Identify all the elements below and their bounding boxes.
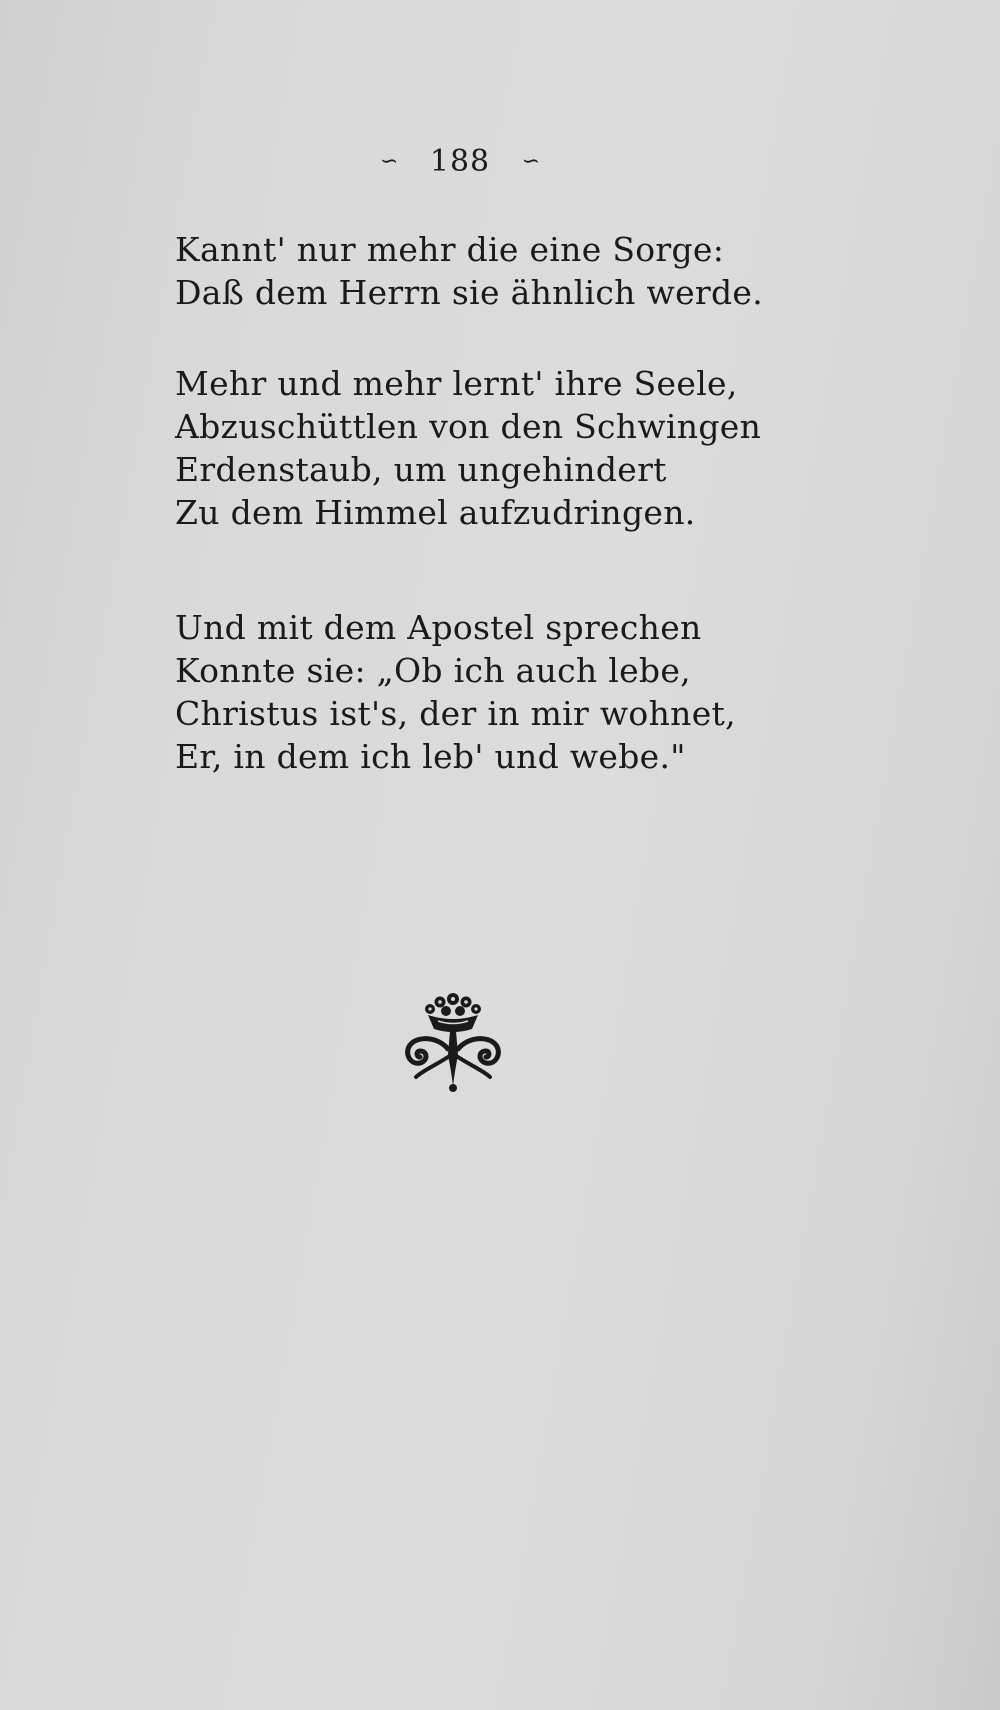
stanza-1 [175, 228, 763, 314]
stanza-2 [175, 362, 761, 534]
verse-line: Mehr und mehr lernt' ihre Seele, [175, 364, 738, 403]
verse-line: Christus ist's, der in mir wohnet, [175, 694, 736, 733]
verse-line: Daß dem Herrn sie ähnlich werde. [175, 273, 764, 312]
verse-line: Zu dem Himmel aufzudringen. [175, 493, 696, 532]
verse-line: Und mit dem Apostel sprechen [175, 608, 702, 647]
stanza-3 [175, 606, 736, 778]
verse-line: Kannt' nur mehr die eine Sorge: [175, 230, 725, 269]
verse-line: Er, in dem ich leb' und webe." [175, 737, 686, 776]
right-ornament-icon: ∽ [521, 148, 541, 174]
verse-line: Erdenstaub, um ungehindert [175, 450, 667, 489]
left-ornament-icon: ∽ [379, 148, 399, 174]
verse-line: Abzuschüttlen von den Schwingen [175, 407, 762, 446]
floral-vignette-icon [398, 985, 508, 1095]
page-header [0, 142, 920, 179]
verse-line: Konnte sie: „Ob ich auch lebe, [175, 651, 691, 690]
page-number: 188 [429, 143, 491, 179]
